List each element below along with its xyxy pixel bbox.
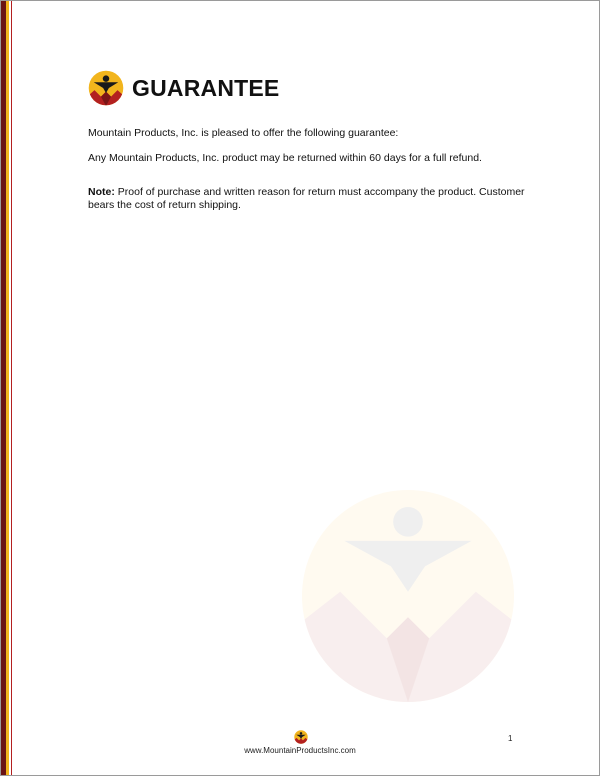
page-number: 1	[508, 734, 513, 743]
footer-website-url: www.MountainProductsInc.com	[244, 746, 356, 755]
left-accent-stripe-red	[11, 1, 12, 775]
page-title: GUARANTEE	[132, 74, 280, 101]
note-paragraph	[88, 186, 528, 212]
note-label: Note:	[88, 186, 115, 198]
page-header	[88, 70, 279, 106]
mountain-products-logo-icon	[88, 70, 124, 106]
intro-paragraph: Mountain Products, Inc. is pleased to offer the following guarantee:	[88, 127, 399, 139]
offer-paragraph: Any Mountain Products, Inc. product may be returned within 60 days for a full refund.	[88, 152, 482, 164]
logo-watermark	[302, 490, 514, 702]
footer-logo-icon	[294, 730, 308, 744]
guarantee-body	[88, 127, 528, 212]
note-text: Proof of purchase and written reason for return must accompany the product. Customer bears the cost of return shipping.	[88, 186, 525, 211]
